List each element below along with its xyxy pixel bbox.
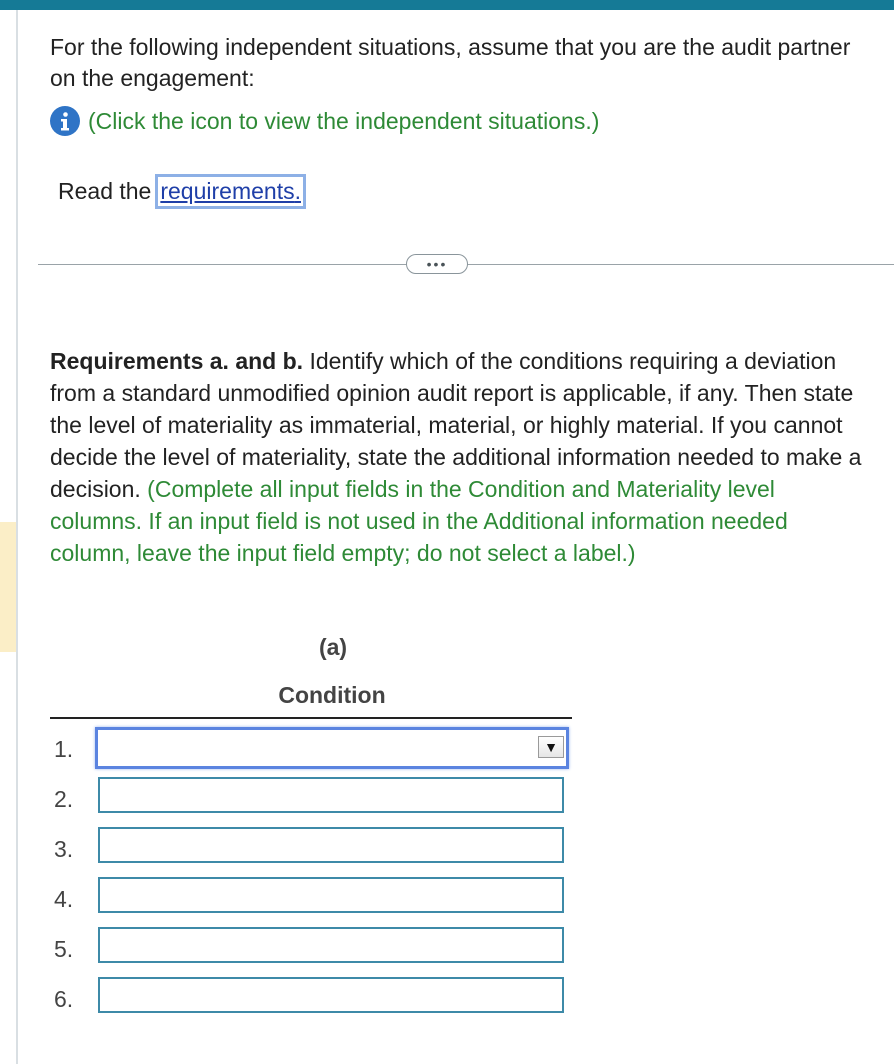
expand-more-button[interactable]: ••• <box>406 254 468 274</box>
info-icon[interactable] <box>50 106 80 136</box>
requirements-body: Identify which of the conditions requiring a deviation from a standard unmodified opinion audit report is applicable, if any. Then state the level of materiality as immaterial, material, or highly material. If you cannot decide the level of materiality, state the additional information needed to make a decision. <box>50 348 862 502</box>
info-link[interactable] <box>50 106 599 136</box>
left-rule <box>16 10 18 1064</box>
condition-field-4[interactable] <box>98 877 564 913</box>
row-number: 4. <box>54 886 74 912</box>
requirements-instruction: (Complete all input fields in the Condition and Materiality level columns. If an input field is not used in the Additional information needed column, leave the input field empty; do not select a label.) <box>50 476 788 566</box>
condition-field-2[interactable] <box>98 777 564 813</box>
condition-field-3[interactable] <box>98 827 564 863</box>
condition-field-5[interactable] <box>98 927 564 963</box>
requirements-link-period: . <box>294 178 301 204</box>
read-prefix: Read the <box>58 178 152 204</box>
header-rule <box>50 717 572 719</box>
column-subheader: (a) <box>318 634 348 660</box>
row-number: 1. <box>54 736 74 762</box>
row-number: 3. <box>54 836 74 862</box>
requirements-link-text[interactable]: requirements <box>160 178 295 204</box>
requirements-text <box>50 345 870 569</box>
info-icon-glyph <box>50 106 80 136</box>
column-header-condition: Condition <box>278 682 386 708</box>
read-requirements-line <box>58 174 306 209</box>
row-number: 2. <box>54 786 74 812</box>
requirements-heading: Requirements a. and b. <box>50 348 304 374</box>
intro-text: For the following independent situations, assume that you are the audit partner on the engagement: <box>50 34 851 91</box>
left-side-tab[interactable] <box>0 522 16 652</box>
info-link-text[interactable]: (Click the icon to view the independent situations.) <box>88 107 600 134</box>
chevron-down-icon[interactable]: ▼ <box>538 736 564 758</box>
condition-dropdown-1[interactable] <box>95 727 569 769</box>
row-number: 5. <box>54 936 74 962</box>
row-number: 6. <box>54 986 74 1012</box>
top-bar <box>0 0 894 10</box>
condition-field-6[interactable] <box>98 977 564 1013</box>
requirements-link[interactable] <box>155 174 306 209</box>
